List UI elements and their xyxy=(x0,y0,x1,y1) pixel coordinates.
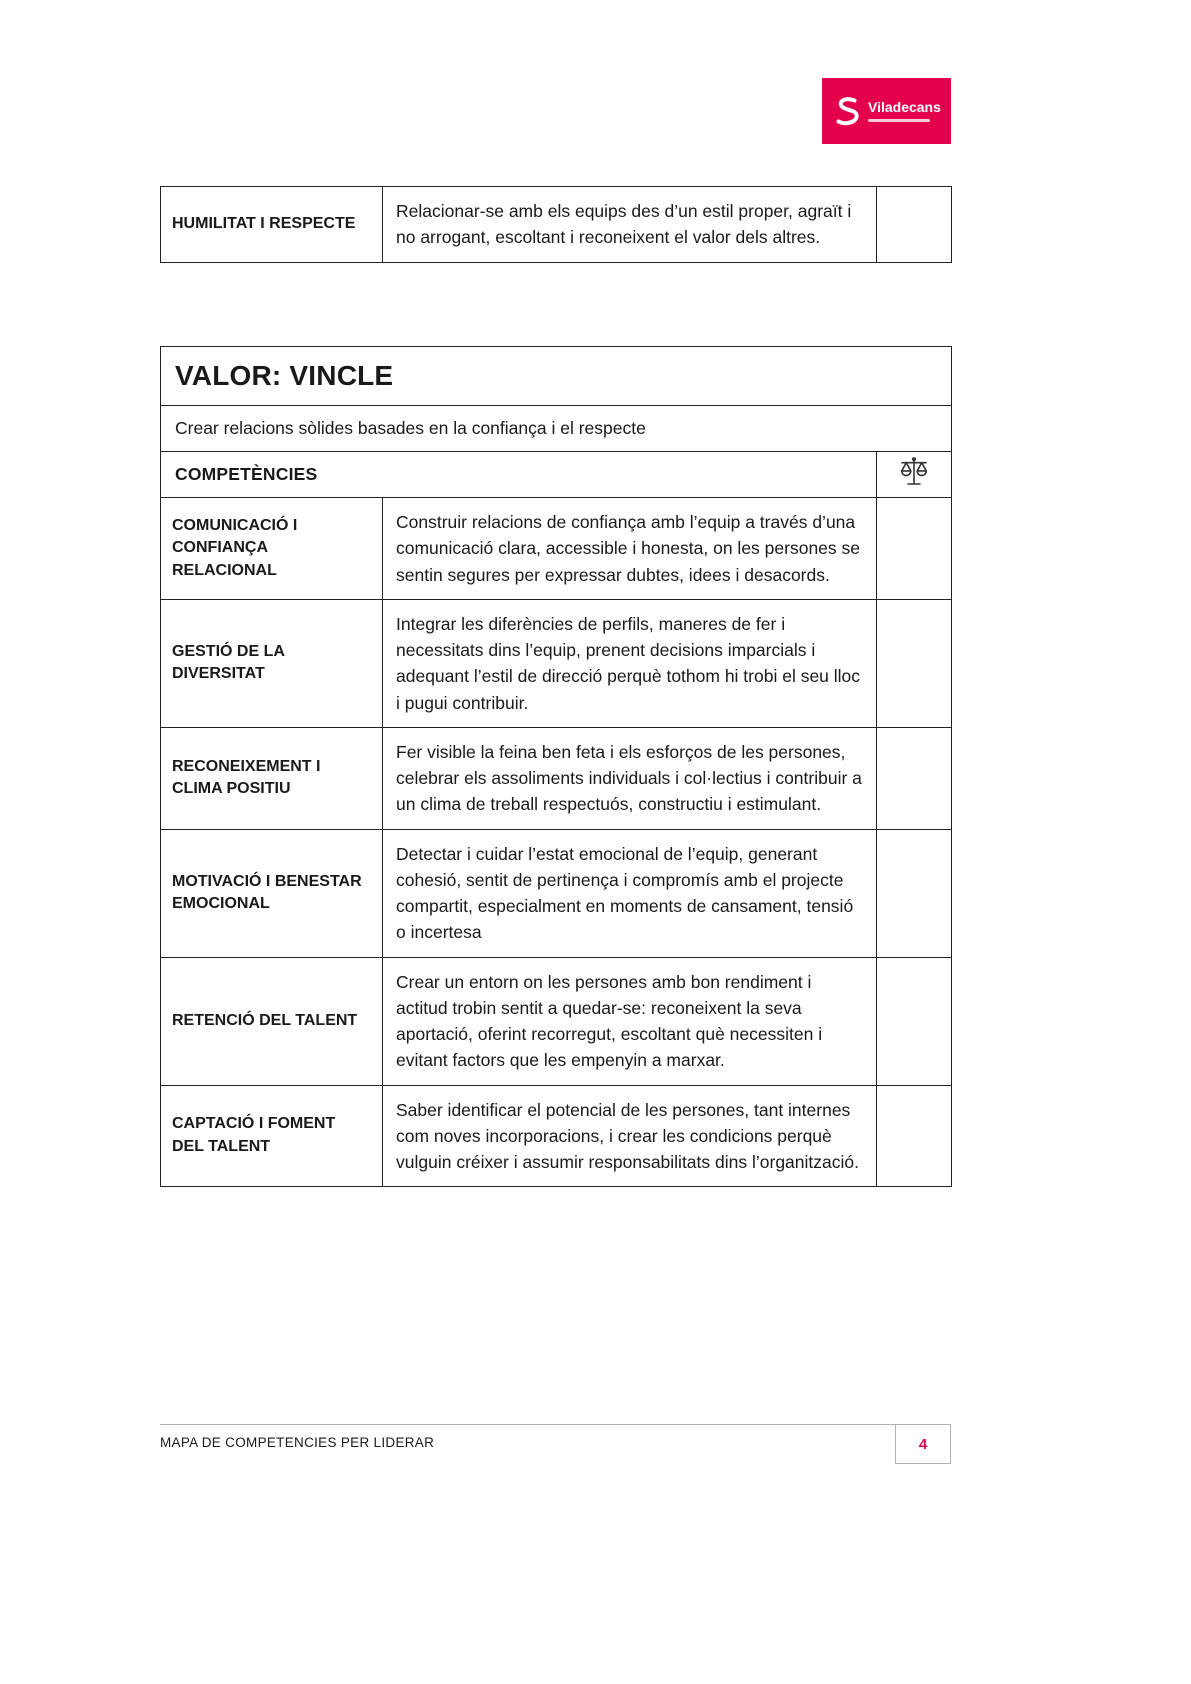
footer xyxy=(160,1424,951,1464)
competency-description: Fer visible la feina ben feta i els esforços de les persones, celebrar els assoliments individuals i col·lectius i contribuir a un clima de treball respectuós, constructiu i estimulant. xyxy=(383,727,877,829)
logo-tagline xyxy=(868,119,930,122)
competency-label: RECONEIXEMENT I CLIMA POSITIU xyxy=(161,727,383,829)
valor-subtitle: Crear relacions sòlides basades en la confiança i el respecte xyxy=(161,406,952,452)
rating-cell xyxy=(877,187,952,263)
logo-brand: Viladecans xyxy=(868,98,941,115)
rating-cell xyxy=(877,829,952,957)
table-row-competencies-header xyxy=(161,452,952,498)
competency-description: Saber identificar el potencial de les persones, tant internes com noves incorporacions, i crear les condicions perquè vulguin créixer i assumir responsabilitats dins l’organització. xyxy=(383,1085,877,1187)
competency-description: Crear un entorn on les persones amb bon rendiment i actitud trobin sentit a quedar-se: reconeixent la seva aportació, oferint recorregut, escoltant què necessiten i evitant factors que les empenyin a marxar. xyxy=(383,957,877,1085)
scales-icon xyxy=(898,456,930,488)
competency-label: HUMILITAT I RESPECTE xyxy=(161,187,383,263)
competency-label: MOTIVACIÓ I BENESTAR EMOCIONAL xyxy=(161,829,383,957)
rating-cell xyxy=(877,727,952,829)
competency-label: CAPTACIÓ I FOMENT DEL TALENT xyxy=(161,1085,383,1187)
valor-vincle-table xyxy=(160,346,952,1187)
competency-description: Relacionar-se amb els equips des d’un estil proper, agraït i no arrogant, escoltant i reconeixent el valor dels altres. xyxy=(383,187,877,263)
table-row xyxy=(161,599,952,727)
rating-cell xyxy=(877,1085,952,1187)
competency-description: Detectar i cuidar l’estat emocional de l’equip, generant cohesió, sentit de pertinença i compromís amb el projecte compartit, especialment en moments de cansament, tensió o incertesa xyxy=(383,829,877,957)
footer-text: MAPA DE COMPETENCIES PER LIDERAR xyxy=(160,1424,895,1464)
rating-header-cell xyxy=(877,452,952,498)
table-row-subtitle xyxy=(161,406,952,452)
table-row xyxy=(161,1085,952,1187)
rating-cell xyxy=(877,498,952,600)
table-row xyxy=(161,829,952,957)
table-row xyxy=(161,187,952,263)
table-row xyxy=(161,957,952,1085)
rating-cell xyxy=(877,599,952,727)
competency-description: Construir relacions de confiança amb l’equip a través d’una comunicació clara, accessible i honesta, on les persones se sentin segures per expressar dubtes, idees i desacords. xyxy=(383,498,877,600)
competencies-header: COMPETÈNCIES xyxy=(161,452,877,498)
competency-label: RETENCIÓ DEL TALENT xyxy=(161,957,383,1085)
table-row xyxy=(161,727,952,829)
viladecans-logo xyxy=(822,78,951,144)
carryover-table xyxy=(160,186,952,263)
competency-description: Integrar les diferències de perfils, maneres de fer i necessitats dins l’equip, prenent decisions imparcials i adequant l’estil de direcció perquè tothom hi trobi el seu lloc i pugui contribuir. xyxy=(383,599,877,727)
table-row xyxy=(161,498,952,600)
rating-cell xyxy=(877,957,952,1085)
competency-label: COMUNICACIÓ I CONFIANÇA RELACIONAL xyxy=(161,498,383,600)
logo-mark-icon xyxy=(834,96,860,126)
competency-label: GESTIÓ DE LA DIVERSITAT xyxy=(161,599,383,727)
page-number: 4 xyxy=(895,1424,951,1464)
valor-title: VALOR: VINCLE xyxy=(161,347,952,406)
table-row-title xyxy=(161,347,952,406)
